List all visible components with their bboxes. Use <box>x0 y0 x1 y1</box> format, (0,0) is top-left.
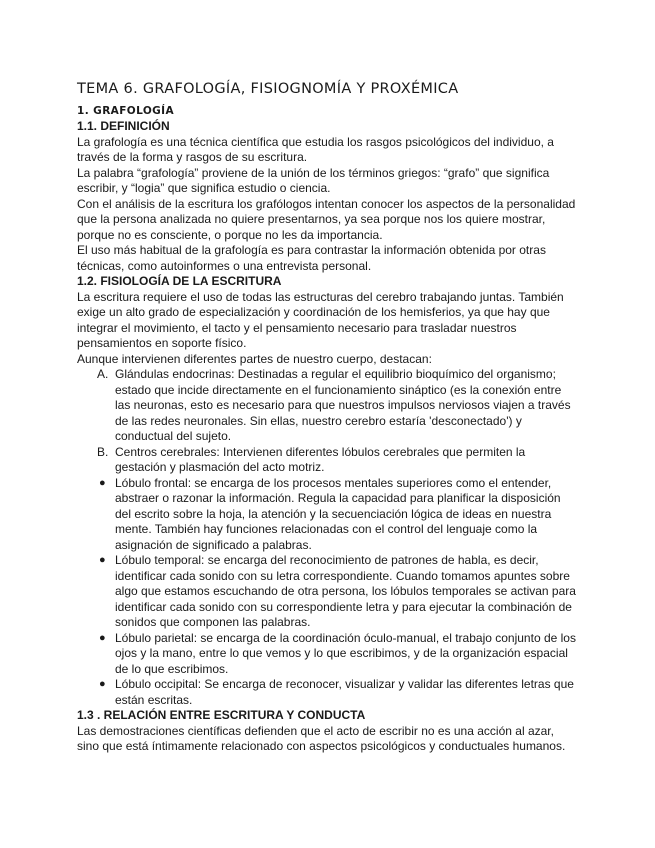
list-item-text: Lóbulo frontal: se encarga de los procesos mentales superiores como el entender, abstraer o razonar la información. Regula la capacidad para planificar la disposición del escrito sobre la hoja, la atención y la secuenciación lógica de ideas en nuestra mente. También hay funciones relacionadas con el control del lenguaje como la asignación de significado a palabras. <box>115 475 561 552</box>
list-item-text: Lóbulo occipital: Se encarga de reconocer, visualizar y validar las diferentes letras que están escritas. <box>115 677 574 707</box>
section-label: GRAFOLOGÍA <box>93 105 174 117</box>
list-item-text: Glándulas endocrinas: Destinadas a regular el equilibrio bioquímico del organismo; estado que incide directamente en el funcionamiento sináptico (es la conexión entre las neuronas, esto es necesario para que nuestros impulsos nerviosos viajen a través de las redes neuronales. Sin ellas, nuestro cerebro estaría 'desconectado') y conductual del sujeto. <box>115 367 571 443</box>
list-item-text: Centros cerebrales: Intervienen diferentes lóbulos cerebrales que permiten la gestación y plasmación del acto motriz. <box>115 444 526 474</box>
list-marker: B. <box>97 444 109 459</box>
bullet-icon: ● <box>99 678 106 690</box>
section-heading-grafologia <box>77 103 577 119</box>
list-item <box>77 445 577 476</box>
document-title: TEMA 6. GRAFOLOGÍA, FISIOGNOMÍA Y PROXÉMICA <box>77 81 459 97</box>
list-item <box>77 367 577 445</box>
bullet-icon: ● <box>99 631 106 644</box>
bullet-icon: ● <box>99 554 106 566</box>
paragraph: El uso más habitual de la grafología es para contrastar la información obtenida por otras técnicas, como autoinformes o una entrevista personal. <box>77 243 546 273</box>
heading-definicion: 1.1. DEFINICIÓN <box>77 119 170 133</box>
lettered-list <box>77 367 577 476</box>
list-item <box>77 631 577 678</box>
paragraph: Con el análisis de la escritura los grafólogos intentan conocer los aspectos de la personalidad que la persona analizada no quiere presentarnos, ya sea porque nos los quiere mostrar, porque no es consciente, o porque no les da importancia. <box>77 196 576 242</box>
bullet-list <box>77 476 577 709</box>
paragraph: La escritura requiere el uso de todas las estructuras del cerebro trabajando juntas. También exige un alto grado de especialización y coordinación de los hemisferios, ya que hay que integrar el movimiento, el tacto y el pensamiento necesario para trasladar nuestros pensamientos en soporte físico. <box>77 289 564 350</box>
heading-fisiologia: 1.2. FISIOLOGÍA DE LA ESCRITURA <box>77 274 282 288</box>
list-item-text: Lóbulo temporal: se encarga del reconocimiento de patrones de habla, es decir, identificar cada sonido con su letra correspondiente. Cuando tomamos apuntes sobre algo que estamos escuchando de otra persona, los lóbulos temporales se activan para identificar cada sonido con su correspondiente letra y para ejecutar la combinación de sonidos que componen las palabras. <box>115 553 576 629</box>
heading-relacion: 1.3 . RELACIÓN ENTRE ESCRITURA Y CONDUCTA <box>77 708 366 722</box>
list-item <box>77 553 577 631</box>
paragraph: Las demostraciones científicas defienden que el acto de escribir no es una acción al azar, sino que está íntimamente relacionado con aspectos psicológicos y conductuales humanos. <box>77 723 566 753</box>
paragraph: La palabra “grafología” proviene de la unión de los términos griegos: “grafo” que significa escribir, y “logia” que significa estudio o ciencia. <box>77 165 550 195</box>
bullet-icon: ● <box>99 476 106 489</box>
paragraph: Aunque intervienen diferentes partes de nuestro cuerpo, destacan: <box>77 351 432 366</box>
paragraph: La grafología es una técnica científica que estudia los rasgos psicológicos del individuo, a través de la forma y rasgos de su escritura. <box>77 134 554 164</box>
section-number: 1. <box>77 105 90 117</box>
list-item <box>77 677 577 708</box>
list-marker: A. <box>97 367 109 381</box>
list-item <box>77 476 577 554</box>
list-item-text: Lóbulo parietal: se encarga de la coordinación óculo-manual, el trabajo conjunto de los ojos y la mano, entre lo que vemos y lo que escribimos, y de la organización espacial de lo que escribimos. <box>115 630 576 676</box>
document-page <box>77 80 577 755</box>
